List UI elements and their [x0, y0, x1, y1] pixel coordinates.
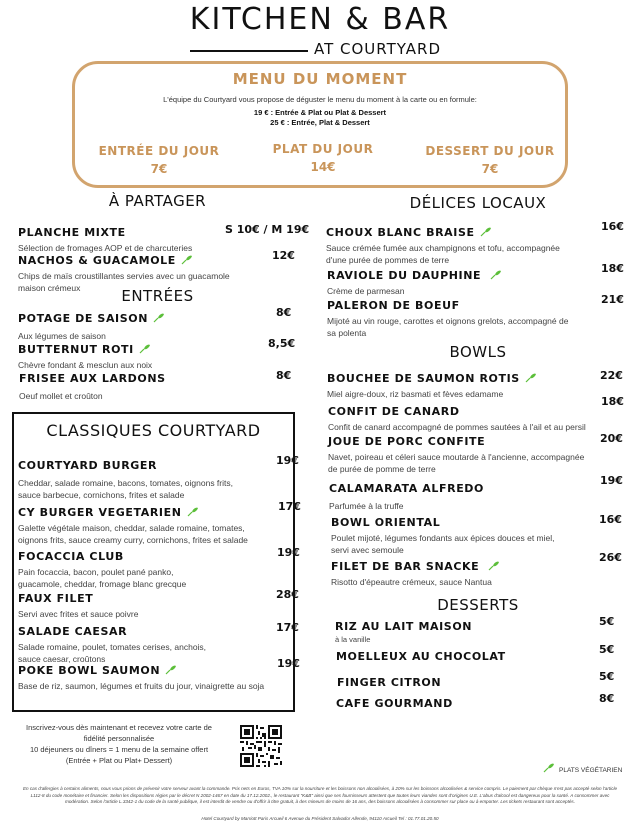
- item-description: Miel aigre-doux, riz basmati et fèves edamame: [327, 389, 504, 399]
- item-description: Galette végétale maison, cheddar, salade romaine, tomates, oignons frits, sauce creamy curry, cornichons, frites et salade: [18, 523, 248, 545]
- menu-du-moment-box: [72, 61, 568, 188]
- item-name: PALERON DE BOEUF: [327, 299, 460, 312]
- section-title-entrees: ENTRÉES: [121, 287, 194, 305]
- item-price: 8€: [276, 306, 292, 319]
- legal-line: En cas d'allergies à certains aliments, nous vous prions de prévenir votre serveur avant la commande. Prix nets en Euros, TVA 10% sur la nourriture et les boissons non alcoolisées, à 20% sur les boissons alcoolisées & service compris. Le paiement par chèque n'est pas accepté selon l'article: [22, 786, 618, 791]
- brand-subtitle-block: [190, 40, 440, 58]
- entree-du-jour-label: ENTRÉE DU JOUR: [98, 144, 220, 158]
- menu-item: [331, 551, 631, 588]
- loyalty-line: Inscrivez-vous dès maintenant et recevez votre carte de: [26, 723, 212, 732]
- item-name: FOCACCIA CLUB: [18, 550, 124, 563]
- menu-item: [336, 643, 626, 665]
- plat-du-jour-label: PLAT DU JOUR: [272, 142, 374, 156]
- dessert-du-jour-label: DESSERT DU JOUR: [425, 144, 555, 158]
- item-price: 21€: [601, 293, 624, 306]
- menu-item: [328, 395, 628, 433]
- entree-du-jour: [89, 144, 229, 176]
- legal-line: L112-8 du code monétaire et financier. Selon les dispositions régies par le décret N 2002-1467 en date du 17.12.2002., le restaurant "K&B" ainsi que ses fournisseurs attestent que toutes leurs viandes sont d'origines U.E. L'abus d'alcool est dangereux pour la santé. A consommer avec: [30, 792, 610, 798]
- legal-notice: [10, 786, 630, 806]
- item-price: 16€: [599, 513, 622, 526]
- item-description: Servi avec frites et sauce poivre: [18, 609, 139, 619]
- vegetarian-legend: [543, 763, 622, 774]
- brand-title: KITCHEN & BAR: [189, 2, 451, 37]
- item-name: COURTYARD BURGER: [18, 459, 158, 472]
- item-name: CALAMARATA ALFREDO: [329, 482, 484, 495]
- menu-item: [18, 223, 310, 254]
- item-description: Sélection de fromages AOP et de charcuteries: [18, 243, 193, 253]
- item-name: BOUCHEE DE SAUMON ROTIS: [327, 372, 520, 385]
- item-name: CONFIT DE CANARD: [328, 405, 460, 418]
- item-price: 19€: [277, 657, 300, 670]
- section-title-classiques: CLASSIQUES COURTYARD: [46, 421, 261, 440]
- menu-item: [19, 369, 299, 402]
- vegetarian-leaf-icon: [139, 344, 151, 354]
- item-price: 19€: [600, 474, 623, 487]
- entree-du-jour-price: 7€: [150, 162, 168, 176]
- item-description: Confit de canard accompagné de pommes sautées à l'ail et au persil: [328, 422, 586, 432]
- vegetarian-leaf-icon: [543, 763, 555, 773]
- section-title-bowls: BOWLS: [449, 343, 507, 361]
- menu-item: [327, 369, 627, 400]
- menu-item: [327, 262, 627, 297]
- menu-item: [18, 337, 298, 371]
- vegetarian-leaf-icon: [480, 227, 492, 237]
- loyalty-line: fidélité personnalisée: [83, 734, 155, 743]
- menu-item: [329, 474, 629, 512]
- item-description: Mijoté au vin rouge, carottes et oignons grelots, accompagné de sa polenta: [327, 316, 569, 338]
- item-price: 19€: [277, 546, 300, 559]
- item-price: 20€: [600, 432, 623, 445]
- item-price: 8,5€: [268, 337, 296, 350]
- item-name: FILET DE BAR SNACKE: [331, 560, 480, 573]
- item-price: 5€: [599, 643, 615, 656]
- vegetarian-leaf-icon: [153, 313, 165, 323]
- item-price: 22€: [600, 369, 623, 382]
- loyalty-line: (Entrée + Plat ou Plat+ Dessert): [65, 756, 173, 765]
- item-price: 8€: [276, 369, 292, 382]
- item-name: POTAGE DE SAISON: [18, 312, 149, 325]
- vegetarian-legend-label: PLATS VÉGÉTARIEN: [559, 767, 623, 774]
- menu-item: [18, 500, 301, 546]
- menu-item: [328, 432, 628, 475]
- item-name: FINGER CITRON: [337, 676, 442, 689]
- hotel-address: Hotel Courtyard by Marriott Paris Arcueil 6 Avenue du Président Salvador Allende, 94110 Arcueil Tel : 01.77.01.20.50: [201, 816, 439, 821]
- item-price: 5€: [599, 670, 615, 683]
- item-price: 26€: [599, 551, 622, 564]
- item-price: 12€: [272, 249, 295, 262]
- item-name: CAFE GOURMAND: [336, 697, 453, 710]
- item-price: S 10€ / M 19€: [225, 223, 310, 236]
- item-description: Parfumée à la truffe: [329, 501, 404, 511]
- menu-item: [336, 694, 626, 712]
- item-name: CHOUX BLANC BRAISE: [326, 226, 475, 239]
- item-name: RIZ AU LAIT MAISON: [335, 620, 473, 633]
- formula-25: 25 € : Entrée, Plat & Dessert: [270, 118, 370, 127]
- brand-subtitle: AT COURTYARD: [314, 40, 442, 58]
- menu-item: [335, 617, 625, 644]
- item-price: 5€: [599, 615, 615, 628]
- item-price: 17€: [276, 621, 299, 634]
- dessert-du-jour: [420, 144, 560, 176]
- item-name: MOELLEUX AU CHOCOLAT: [336, 650, 506, 663]
- menu-item: [327, 293, 627, 339]
- item-price: 18€: [601, 262, 624, 275]
- item-name: PLANCHE MIXTE: [18, 226, 126, 239]
- formula-19: 19 € : Entrée & Plat ou Plat & Dessert: [253, 108, 387, 117]
- qr-code-icon[interactable]: [240, 725, 282, 767]
- item-price: 8€: [599, 692, 615, 705]
- item-price: 18€: [601, 395, 624, 408]
- item-name: NACHOS & GUACAMOLE: [18, 254, 176, 267]
- item-description: Chips de maïs croustillantes servies avec un guacamole maison crémeux: [18, 271, 230, 293]
- item-description: Navet, poireau et céleri sauce moutarde à l'ancienne, accompagnée de purée de pomme de terre: [328, 452, 585, 474]
- menu-du-moment-title: MENU DU MOMENT: [232, 70, 408, 88]
- item-description: Sauce crémée fumée aux champignons et tofu, accompagnée d'une purée de pommes de terre: [326, 243, 560, 265]
- item-description: à la vanille: [335, 635, 371, 644]
- section-title-a-partager: À PARTAGER: [108, 192, 207, 210]
- item-description: Salade romaine, poulet, tomates cerises, anchois, sauce caesar, croûtons: [18, 642, 207, 664]
- item-name: POKE BOWL SAUMON: [18, 664, 161, 677]
- item-description: Cheddar, salade romaine, bacons, tomates, oignons frits, sauce barbecue, cornichons, frites et salade: [18, 478, 233, 500]
- item-description: Chèvre fondant & mesclun aux noix: [18, 360, 153, 370]
- vegetarian-leaf-icon: [187, 507, 199, 517]
- item-description: Base de riz, saumon, légumes et fruits du jour, vinaigrette au soja: [18, 681, 265, 691]
- dessert-du-jour-price: 7€: [481, 162, 499, 176]
- menu-du-moment-intro: L'équipe du Courtyard vous propose de déguster le menu du moment à la carte ou en formule:: [163, 95, 477, 104]
- item-description: Crème de parmesan: [327, 286, 405, 296]
- item-name: SALADE CAESAR: [18, 625, 128, 638]
- item-name: RAVIOLE DU DAUPHINE: [327, 269, 482, 282]
- brand-divider: [190, 50, 308, 52]
- menu-item: [18, 546, 300, 590]
- vegetarian-leaf-icon: [165, 665, 177, 675]
- section-title-delices-locaux: DÉLICES LOCAUX: [409, 194, 547, 212]
- menu-item: [18, 588, 299, 620]
- item-name: BUTTERNUT ROTI: [18, 343, 134, 356]
- vegetarian-leaf-icon: [181, 255, 193, 265]
- plat-du-jour-price: 14€: [310, 160, 336, 174]
- item-price: 17€: [278, 500, 301, 513]
- vegetarian-leaf-icon: [525, 373, 537, 383]
- item-description: Pain focaccia, bacon, poulet pané panko, guacamole, cheddar, fromage blanc grecque: [18, 567, 187, 589]
- vegetarian-leaf-icon: [488, 561, 500, 571]
- loyalty-program-text: [14, 722, 224, 766]
- item-name: JOUE DE PORC CONFITE: [328, 435, 486, 448]
- item-description: Aux légumes de saison: [18, 331, 106, 341]
- item-name: FRISEE AUX LARDONS: [19, 372, 166, 385]
- menu-item: [18, 306, 298, 342]
- item-description: Oeuf mollet et croûton: [19, 391, 103, 401]
- item-price: 19€: [276, 454, 299, 467]
- menu-item: [326, 220, 626, 266]
- item-price: 16€: [601, 220, 624, 233]
- item-price: 28€: [276, 588, 299, 601]
- item-description: Poulet mijoté, légumes fondants aux épices douces et miel, servi avec semoule: [331, 533, 555, 555]
- item-description: Risotto d'épeautre crémeux, sauce Nantua: [331, 577, 492, 587]
- menu-item: [18, 454, 299, 501]
- legal-line: modération. Selon l'article L.3342-1 du code de la santé publique, il est interdit de vendre ou d'offrir à titre gratuit, à des mineurs de moins de 16 ans, des boissons alcoolisées à consommer sur place ou à emporter. Les tickets restaurant sont acceptés.: [65, 799, 575, 805]
- menu-item: [337, 670, 627, 691]
- menu-item: [18, 657, 300, 692]
- menu-item: [331, 513, 631, 556]
- loyalty-line: 10 déjeuners ou dîners = 1 menu de la semaine offert: [29, 745, 209, 754]
- item-name: FAUX FILET: [18, 592, 94, 605]
- section-title-desserts: DESSERTS: [437, 596, 519, 614]
- item-name: CY BURGER VEGETARIEN: [18, 506, 182, 519]
- item-name: BOWL ORIENTAL: [331, 516, 441, 529]
- vegetarian-leaf-icon: [490, 270, 502, 280]
- plat-du-jour: [253, 142, 393, 174]
